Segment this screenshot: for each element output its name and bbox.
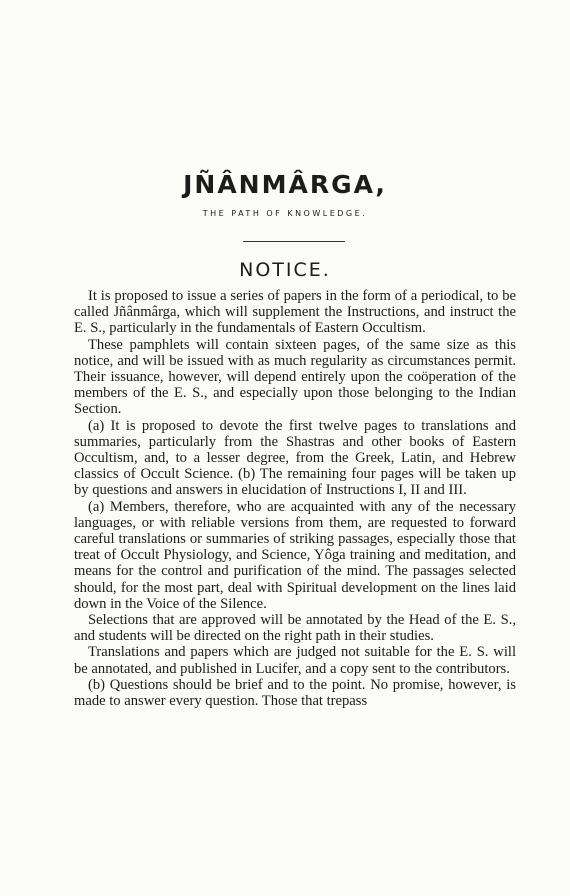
- notice-body: [74, 288, 516, 709]
- journal-subtitle: THE PATH OF KNOWLEDGE.: [202, 209, 368, 218]
- paragraph: (a) It is proposed to devote the first twelve pages to translations and summaries, particularly from the Shastras and other books of Eastern Occultism, and, to a lesser degree, from the Greek, Latin, and Hebrew classics of Occult Science. (b) The remaining four pages will be taken up by questions and answers in elucidation of Instructions I, II and III.: [74, 417, 516, 499]
- paragraph: (a) Members, therefore, who are acquainted with any of the necessary languages, or with reliable versions from them, are requested to forward careful translations or summaries of striking passages, especially those that treat of Occult Physiology, and Science, Yôga training and meditation, and means for the control and purification of the mind. The passages selected should, for the most part, deal with Spiritual development on the lines laid down in the Voice of the Silence.: [74, 498, 516, 612]
- journal-title: JÑÂNMÂRGA,: [183, 170, 387, 199]
- notice-heading: NOTICE.: [239, 259, 331, 281]
- paragraph: Translations and papers which are judged not suitable for the E. S. will be annotated, and published in Lucifer, and a copy sent to the contributors.: [74, 644, 516, 677]
- paragraph: Selections that are approved will be annotated by the Head of the E. S., and students will be directed on the right path in their studies.: [74, 612, 516, 645]
- paragraph: These pamphlets will contain sixteen pages, of the same size as this notice, and will be issued with as much regularity as circumstances permit. Their issuance, however, will depend entirely upon the coöperation of the members of the E. S., and especially upon those belonging to the Indian Section.: [74, 336, 516, 418]
- paragraph: It is proposed to issue a series of papers in the form of a periodical, to be called Jñânmârga, which will supplement the Instructions, and instruct the E. S., particularly in the fundamentals of Eastern Occultism.: [74, 288, 516, 337]
- paragraph: (b) Questions should be brief and to the point. No promise, however, is made to answer every question. Those that trepass: [74, 676, 516, 710]
- divider-rule: [243, 241, 345, 242]
